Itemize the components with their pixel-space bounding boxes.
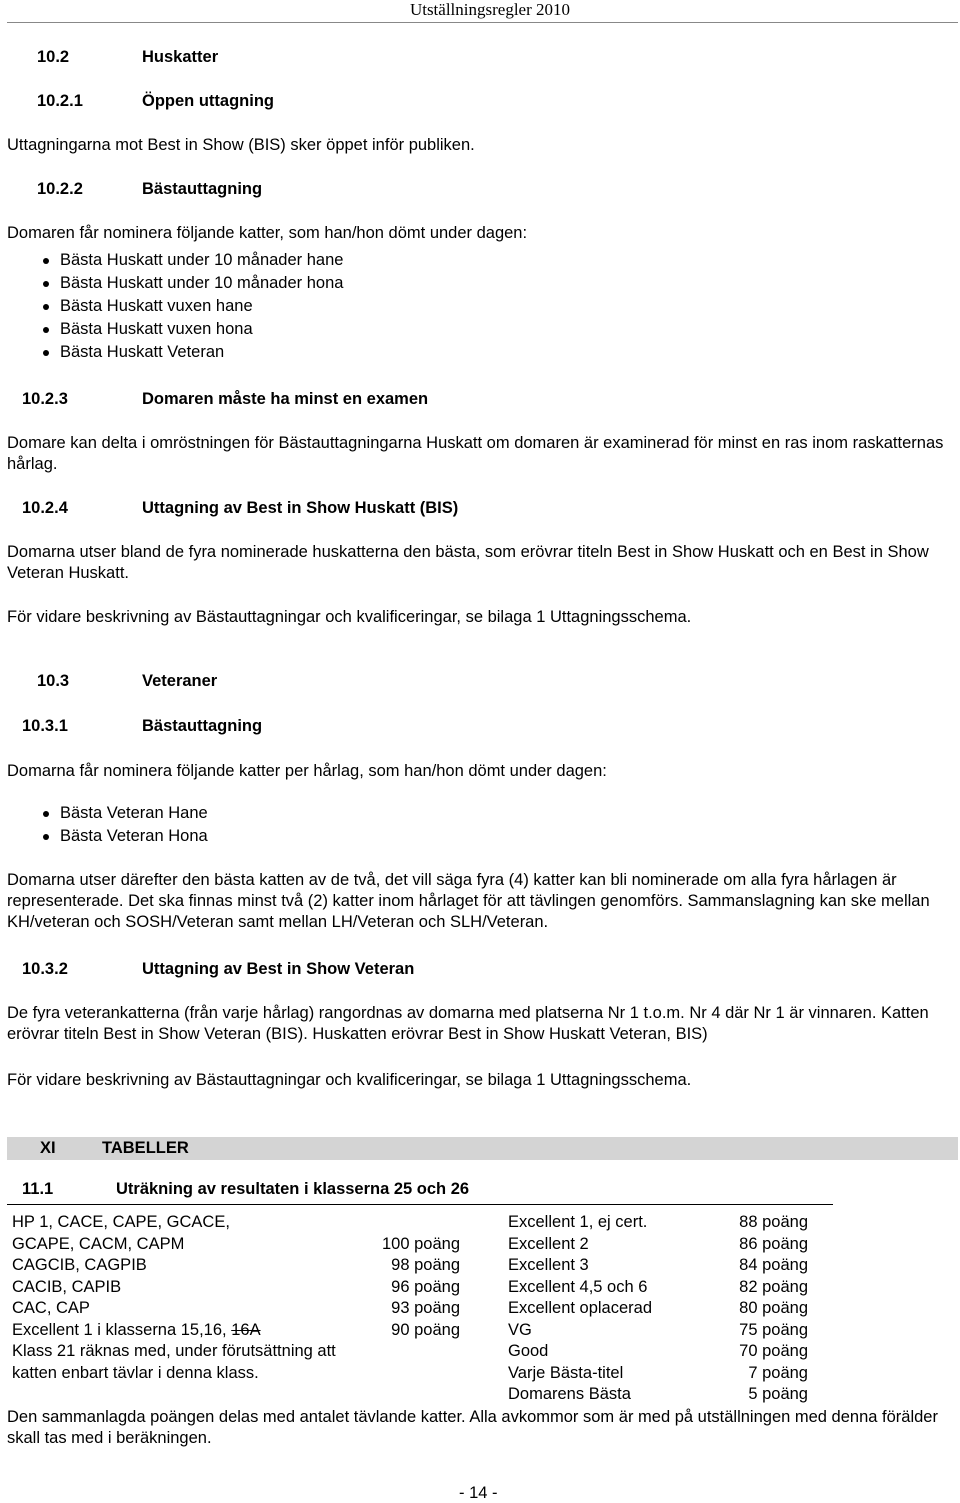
struck-class: 16A <box>231 1321 261 1339</box>
chapter-title: TABELLER <box>102 1139 189 1157</box>
bullet-icon <box>43 281 49 287</box>
points-label: Varje Bästa-titel <box>508 1364 624 1382</box>
points-value: 93 poäng <box>391 1299 460 1317</box>
section-number: 11.1 <box>22 1180 54 1198</box>
points-label: Excellent 2 <box>508 1235 589 1253</box>
running-header: Utställningsregler 2010 <box>409 0 570 19</box>
section-title: Uträkning av resultaten i klasserna 25 och 26 <box>116 1180 470 1198</box>
points-label: VG <box>508 1321 532 1339</box>
points-label: Klass 21 räknas med, under förutsättning att <box>12 1342 336 1360</box>
points-label: CAC, CAP <box>12 1299 90 1317</box>
list-item: Bästa Veteran Hona <box>60 827 208 845</box>
paragraph: Domarna utser bland de fyra nominerade huskatterna den bästa, som erövrar titeln Best in Show Huskatt och en Best in Show Veteran Huskatt. <box>7 543 929 582</box>
points-value: 100 poäng <box>382 1235 460 1253</box>
section-title: Huskatter <box>142 48 219 66</box>
points-label: GCAPE, CACM, CAPM <box>12 1235 185 1253</box>
bullet-icon <box>43 327 49 333</box>
section-number: 10.2.4 <box>22 499 68 517</box>
chapter-number: XI <box>40 1139 56 1157</box>
paragraph: För vidare beskrivning av Bästauttagningar och kvalificeringar, se bilaga 1 Uttagningsschema. <box>7 1071 692 1089</box>
points-value: 90 poäng <box>391 1321 460 1339</box>
page-number: - 14 - <box>459 1484 498 1502</box>
bullet-icon <box>43 304 49 310</box>
list-item: Bästa Veteran Hane <box>60 804 208 822</box>
section-number: 10.3.2 <box>22 960 68 978</box>
section-title: Öppen uttagning <box>142 92 274 110</box>
list-item: Bästa Huskatt vuxen hane <box>60 297 253 315</box>
paragraph: Domarna utser därefter den bästa katten av de två, det vill säga fyra (4) katter kan bli nominerade om alla fyra hårlagen är representerade. Det ska finnas minst två (2) katter inom hårlaget för att tävlingen genomförs. Sammanslagning kan ske mellan KH/veteran och SOSH/Veteran samt mellan LH/Veteran och SLH/Veteran. <box>7 871 930 931</box>
list-item: Bästa Huskatt under 10 månader hona <box>60 274 344 292</box>
points-value: 70 poäng <box>739 1342 808 1360</box>
section-number: 10.2.1 <box>37 92 83 110</box>
paragraph: Domarna får nominera följande katter per hårlag, som han/hon dömt under dagen: <box>7 762 607 780</box>
points-label: CACIB, CAPIB <box>12 1278 122 1296</box>
paragraph: Domaren får nominera följande katter, som han/hon dömt under dagen: <box>7 224 528 242</box>
points-value: 7 poäng <box>748 1364 808 1382</box>
bullet-icon <box>43 834 49 840</box>
points-label-text: Excellent 1 i klasserna 15,16, <box>12 1321 232 1339</box>
section-number: 10.2.3 <box>22 390 68 408</box>
points-value: 5 poäng <box>748 1385 808 1403</box>
points-value: 98 poäng <box>391 1256 460 1274</box>
section-number: 10.2.2 <box>37 180 83 198</box>
paragraph: Uttagningarna mot Best in Show (BIS) sker öppet inför publiken. <box>7 136 475 154</box>
list-item: Bästa Huskatt vuxen hona <box>60 320 253 338</box>
bullet-icon <box>43 811 49 817</box>
points-label <box>12 1321 261 1340</box>
paragraph: De fyra veterankatterna (från varje hårlag) rangordnas av domarna med platserna Nr 1 t.o.m. Nr 4 där Nr 1 är vinnaren. Katten erövrar titeln Best in Show Veteran (BIS). Huskatten erövrar Best in Show Huskatt Veteran, BIS) <box>7 1004 929 1043</box>
section-number: 10.3.1 <box>22 717 68 735</box>
section-title: Domaren måste ha minst en examen <box>142 390 429 408</box>
section-rule <box>7 1204 833 1205</box>
section-title: Veteraner <box>142 672 218 690</box>
header-rule <box>7 22 958 23</box>
points-label: Excellent oplacerad <box>508 1299 653 1317</box>
points-value: 80 poäng <box>739 1299 808 1317</box>
points-value: 75 poäng <box>739 1321 808 1339</box>
paragraph: Domare kan delta i omröstningen för Bästauttagningarna Huskatt om domaren är examinerad för minst en ras inom raskatternas hårlag. <box>7 434 944 473</box>
points-label: Domarens Bästa <box>508 1385 631 1403</box>
points-label: CAGCIB, CAGPIB <box>12 1256 147 1274</box>
section-title: Uttagning av Best in Show Veteran <box>142 960 415 978</box>
points-label: Excellent 1, ej cert. <box>508 1213 648 1231</box>
section-number: 10.2 <box>37 48 70 66</box>
paragraph: Den sammanlagda poängen delas med antalet tävlande katter. Alla avkommor som är med på utställningen med denna förälder skall tas med i beräkningen. <box>7 1408 938 1447</box>
points-value: 84 poäng <box>739 1256 808 1274</box>
list-item: Bästa Huskatt under 10 månader hane <box>60 251 344 269</box>
bullet-icon <box>43 350 49 356</box>
points-value: 86 poäng <box>739 1235 808 1253</box>
points-label: katten enbart tävlar i denna klass. <box>12 1364 259 1382</box>
bullet-icon <box>43 258 49 264</box>
points-label: Good <box>508 1342 549 1360</box>
points-value: 82 poäng <box>739 1278 808 1296</box>
paragraph: För vidare beskrivning av Bästauttagningar och kvalificeringar, se bilaga 1 Uttagningsschema. <box>7 608 692 626</box>
points-value: 96 poäng <box>391 1278 460 1296</box>
section-title: Uttagning av Best in Show Huskatt (BIS) <box>142 499 459 517</box>
section-title: Bästauttagning <box>142 180 263 198</box>
points-label: Excellent 3 <box>508 1256 589 1274</box>
points-label: HP 1, CACE, CAPE, GCACE, <box>12 1213 230 1231</box>
section-number: 10.3 <box>37 672 70 690</box>
list-item: Bästa Huskatt Veteran <box>60 343 225 361</box>
section-title: Bästauttagning <box>142 717 263 735</box>
points-value: 88 poäng <box>739 1213 808 1231</box>
points-label: Excellent 4,5 och 6 <box>508 1278 648 1296</box>
